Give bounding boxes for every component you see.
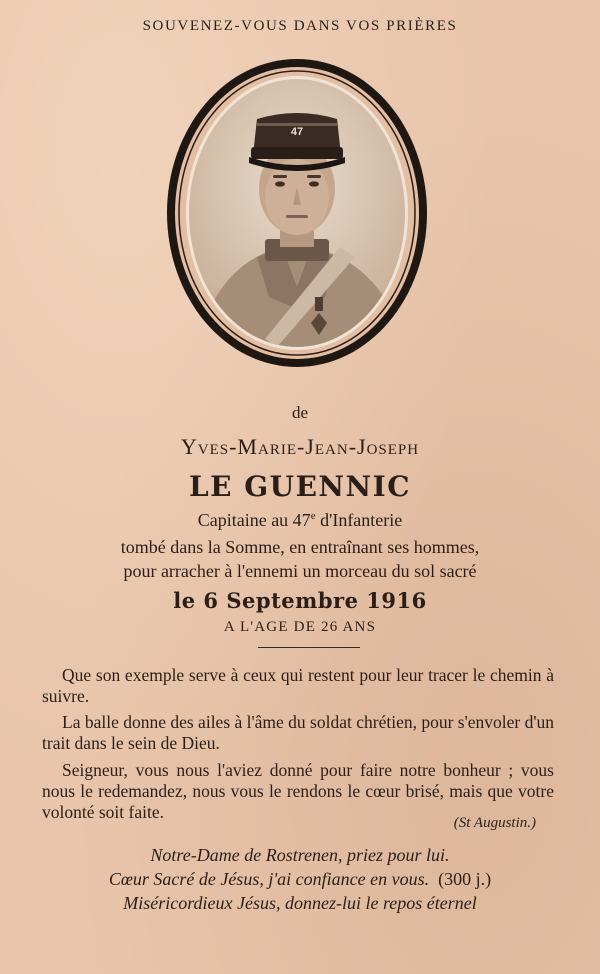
rank-prefix: Capitaine au 47	[197, 510, 311, 530]
prayer-line-3: Miséricordieux Jésus, donnez-lui le repos éternel	[123, 893, 477, 913]
rank-superscript: e	[310, 510, 316, 522]
death-circumstance-line-1: tombé dans la Somme, en entraînant ses hommes,	[120, 537, 480, 557]
surname: LE GUENNIC	[188, 470, 412, 503]
indulgence-note: (300 j.)	[438, 869, 492, 889]
quote-paragraph-1	[42, 665, 554, 707]
given-names: Yves-Marie-Jean-Joseph	[180, 434, 420, 459]
preposition-de: de	[291, 403, 309, 422]
rank-suffix: d'Infanterie	[315, 510, 403, 530]
prayer-line-2	[0, 869, 600, 890]
prayer-line-2-text: Cœur Sacré de Jésus, j'ai confiance en vous.	[108, 869, 430, 889]
quote-attribution: (St Augustin.)	[453, 815, 536, 831]
divider-line	[258, 647, 360, 648]
quote-paragraph-2	[42, 712, 554, 754]
quote-text-2: La balle donne des ailes à l'âme du soldat chrétien, pour s'envoler d'un trait dans le sein de Dieu.	[42, 712, 555, 753]
header-text: SOUVENEZ-VOUS DANS VOS PRIÈRES	[142, 18, 458, 34]
age-at-death: A L'AGE DE 26 ANS	[223, 619, 377, 635]
rank-line	[0, 510, 600, 531]
quote-text-3: Seigneur, vous nous l'aviez donné pour faire notre bonheur ; vous nous le redemandez, nous vous le rendons le cœur brisé, mais que votre volonté soit faite.	[42, 760, 554, 822]
death-circumstance-line-2: pour arracher à l'ennemi un morceau du sol sacré	[123, 561, 477, 581]
prayer-line-1: Notre-Dame de Rostrenen, priez pour lui.	[150, 845, 450, 865]
cap-number: 47	[290, 126, 304, 138]
quote-text-1: Que son exemple serve à ceux qui restent pour leur tracer le chemin à suivre.	[42, 665, 554, 706]
portrait-frame	[165, 57, 429, 369]
death-date: le 6 Septembre 1916	[173, 588, 427, 613]
quote-paragraph-3	[42, 760, 554, 823]
